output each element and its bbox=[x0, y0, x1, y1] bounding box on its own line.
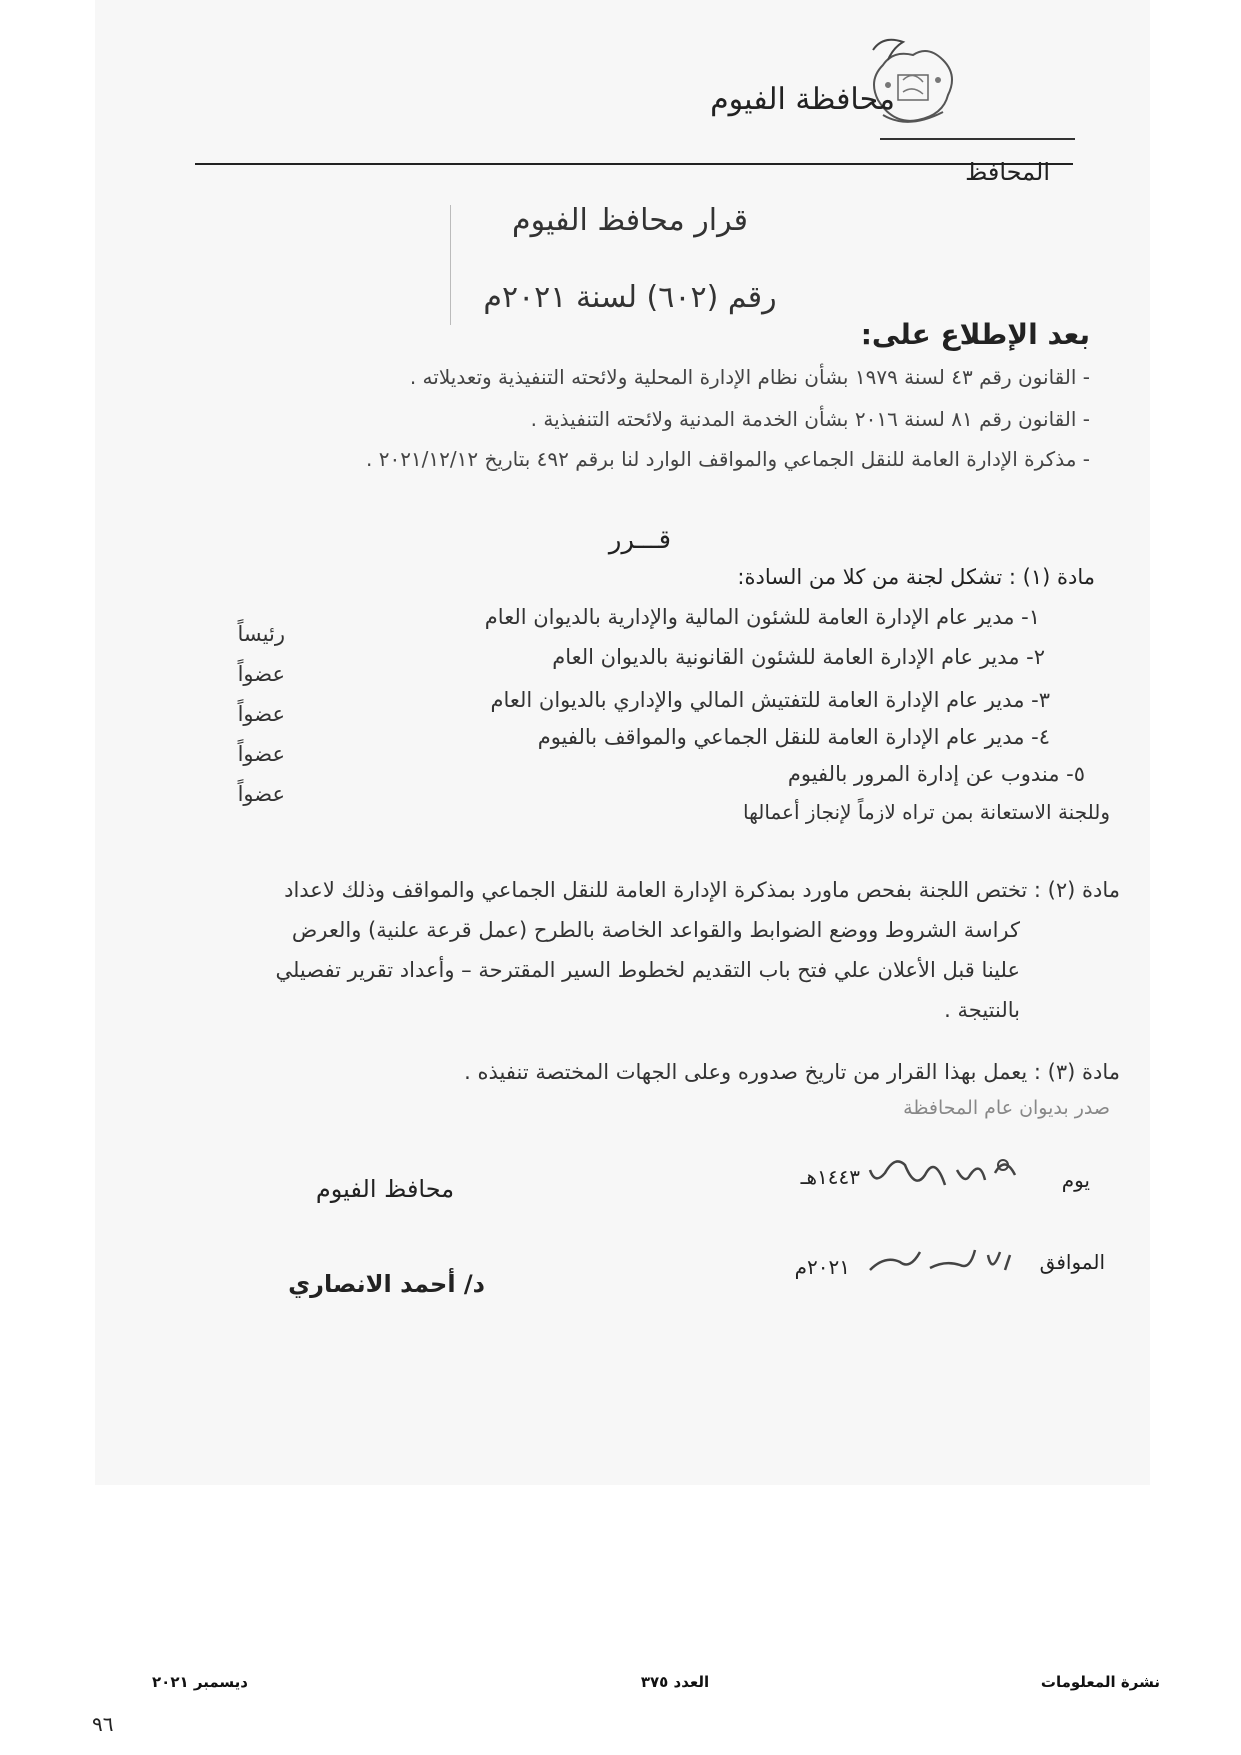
governorate-name: محافظة الفيوم bbox=[710, 82, 895, 117]
article-2 bbox=[200, 870, 1120, 1030]
signatory-name: د/ أحمد الانصاري bbox=[288, 1270, 485, 1298]
article-2-line-3: علينا قبل الأعلان علي فتح باب التقديم لخطوط السير المقترحة – وأعداد تقرير تفصيلي bbox=[275, 958, 1020, 982]
office-title: المحافظ bbox=[965, 158, 1050, 186]
gregorian-year: ٢٠٢١م bbox=[794, 1255, 850, 1279]
decree-number: رقم (٦٠٢) لسنة ٢٠٢١م bbox=[483, 280, 777, 315]
article-1-intro: مادة (١) : تشكل لجنة من كلا من السادة: bbox=[737, 565, 1095, 589]
preamble-item-2: - القانون رقم ٨١ لسنة ٢٠١٦ بشأن الخدمة المدنية ولائحته التنفيذية . bbox=[530, 407, 1090, 431]
footer-publication: نشرة المعلومات bbox=[1040, 1673, 1160, 1691]
hijri-year: ١٤٤٣هـ bbox=[800, 1165, 860, 1189]
agree-label: الموافق bbox=[1039, 1250, 1105, 1274]
member-3-role: عضواً bbox=[237, 702, 285, 726]
footer-date: ديسمبر ٢٠٢١ bbox=[152, 1673, 248, 1691]
member-5: ٥- مندوب عن إدارة المرور بالفيوم bbox=[787, 762, 1085, 786]
member-1: ١- مدير عام الإدارة العامة للشئون المالية والإدارية بالديوان العام bbox=[484, 605, 1040, 629]
committee-assistance-note: وللجنة الاستعانة بمن تراه لازماً لإنجاز أعمالها bbox=[742, 800, 1110, 824]
member-4-role: عضواً bbox=[237, 742, 285, 766]
resolved-heading: قـــرر bbox=[608, 525, 672, 555]
handwritten-hijri-date bbox=[865, 1145, 1025, 1195]
signatory-title: محافظ الفيوم bbox=[315, 1175, 455, 1203]
preamble-heading: بعد الإطلاع على: bbox=[860, 318, 1090, 351]
decree-title: قرار محافظ الفيوم bbox=[512, 203, 748, 238]
member-5-role: عضواً bbox=[237, 782, 285, 806]
footer-issue: العدد ٣٧٥ bbox=[640, 1673, 710, 1691]
day-label: يوم bbox=[1061, 1168, 1090, 1192]
article-2-line-2: كراسة الشروط ووضع الضوابط والقواعد الخاصة بالطرح (عمل قرعة علنية) والعرض bbox=[291, 918, 1020, 942]
issued-at: صدر بديوان عام المحافظة bbox=[903, 1097, 1110, 1119]
member-2-role: عضواً bbox=[237, 662, 285, 686]
preamble-item-1: - القانون رقم ٤٣ لسنة ١٩٧٩ بشأن نظام الإدارة المحلية ولائحته التنفيذية وتعديلاته . bbox=[409, 365, 1090, 389]
article-2-line-4: بالنتيجة . bbox=[944, 998, 1020, 1022]
article-2-line-1: مادة (٢) : تختص اللجنة بفحص ماورد بمذكرة الإدارة العامة للنقل الجماعي والمواقف وذلك لاعداد bbox=[284, 878, 1120, 902]
page-number: ٩٦ bbox=[92, 1712, 114, 1736]
handwritten-gregorian-date bbox=[860, 1240, 1015, 1280]
header-divider-short bbox=[880, 138, 1075, 140]
member-4: ٤- مدير عام الإدارة العامة للنقل الجماعي والمواقف بالفيوم bbox=[537, 725, 1050, 749]
member-3: ٣- مدير عام الإدارة العامة للتفتيش المالي والإداري بالديوان العام bbox=[490, 688, 1050, 712]
member-1-role: رئيساً bbox=[237, 622, 285, 646]
article-3: مادة (٣) : يعمل بهذا القرار من تاريخ صدوره وعلى الجهات المختصة تنفيذه . bbox=[464, 1060, 1120, 1084]
preamble-item-3: - مذكرة الإدارة العامة للنقل الجماعي والمواقف الوارد لنا برقم ٤٩٢ بتاريخ ٢٠٢١/١٢/١٢ . bbox=[365, 447, 1090, 471]
member-2: ٢- مدير عام الإدارة العامة للشئون القانونية بالديوان العام bbox=[552, 645, 1045, 669]
